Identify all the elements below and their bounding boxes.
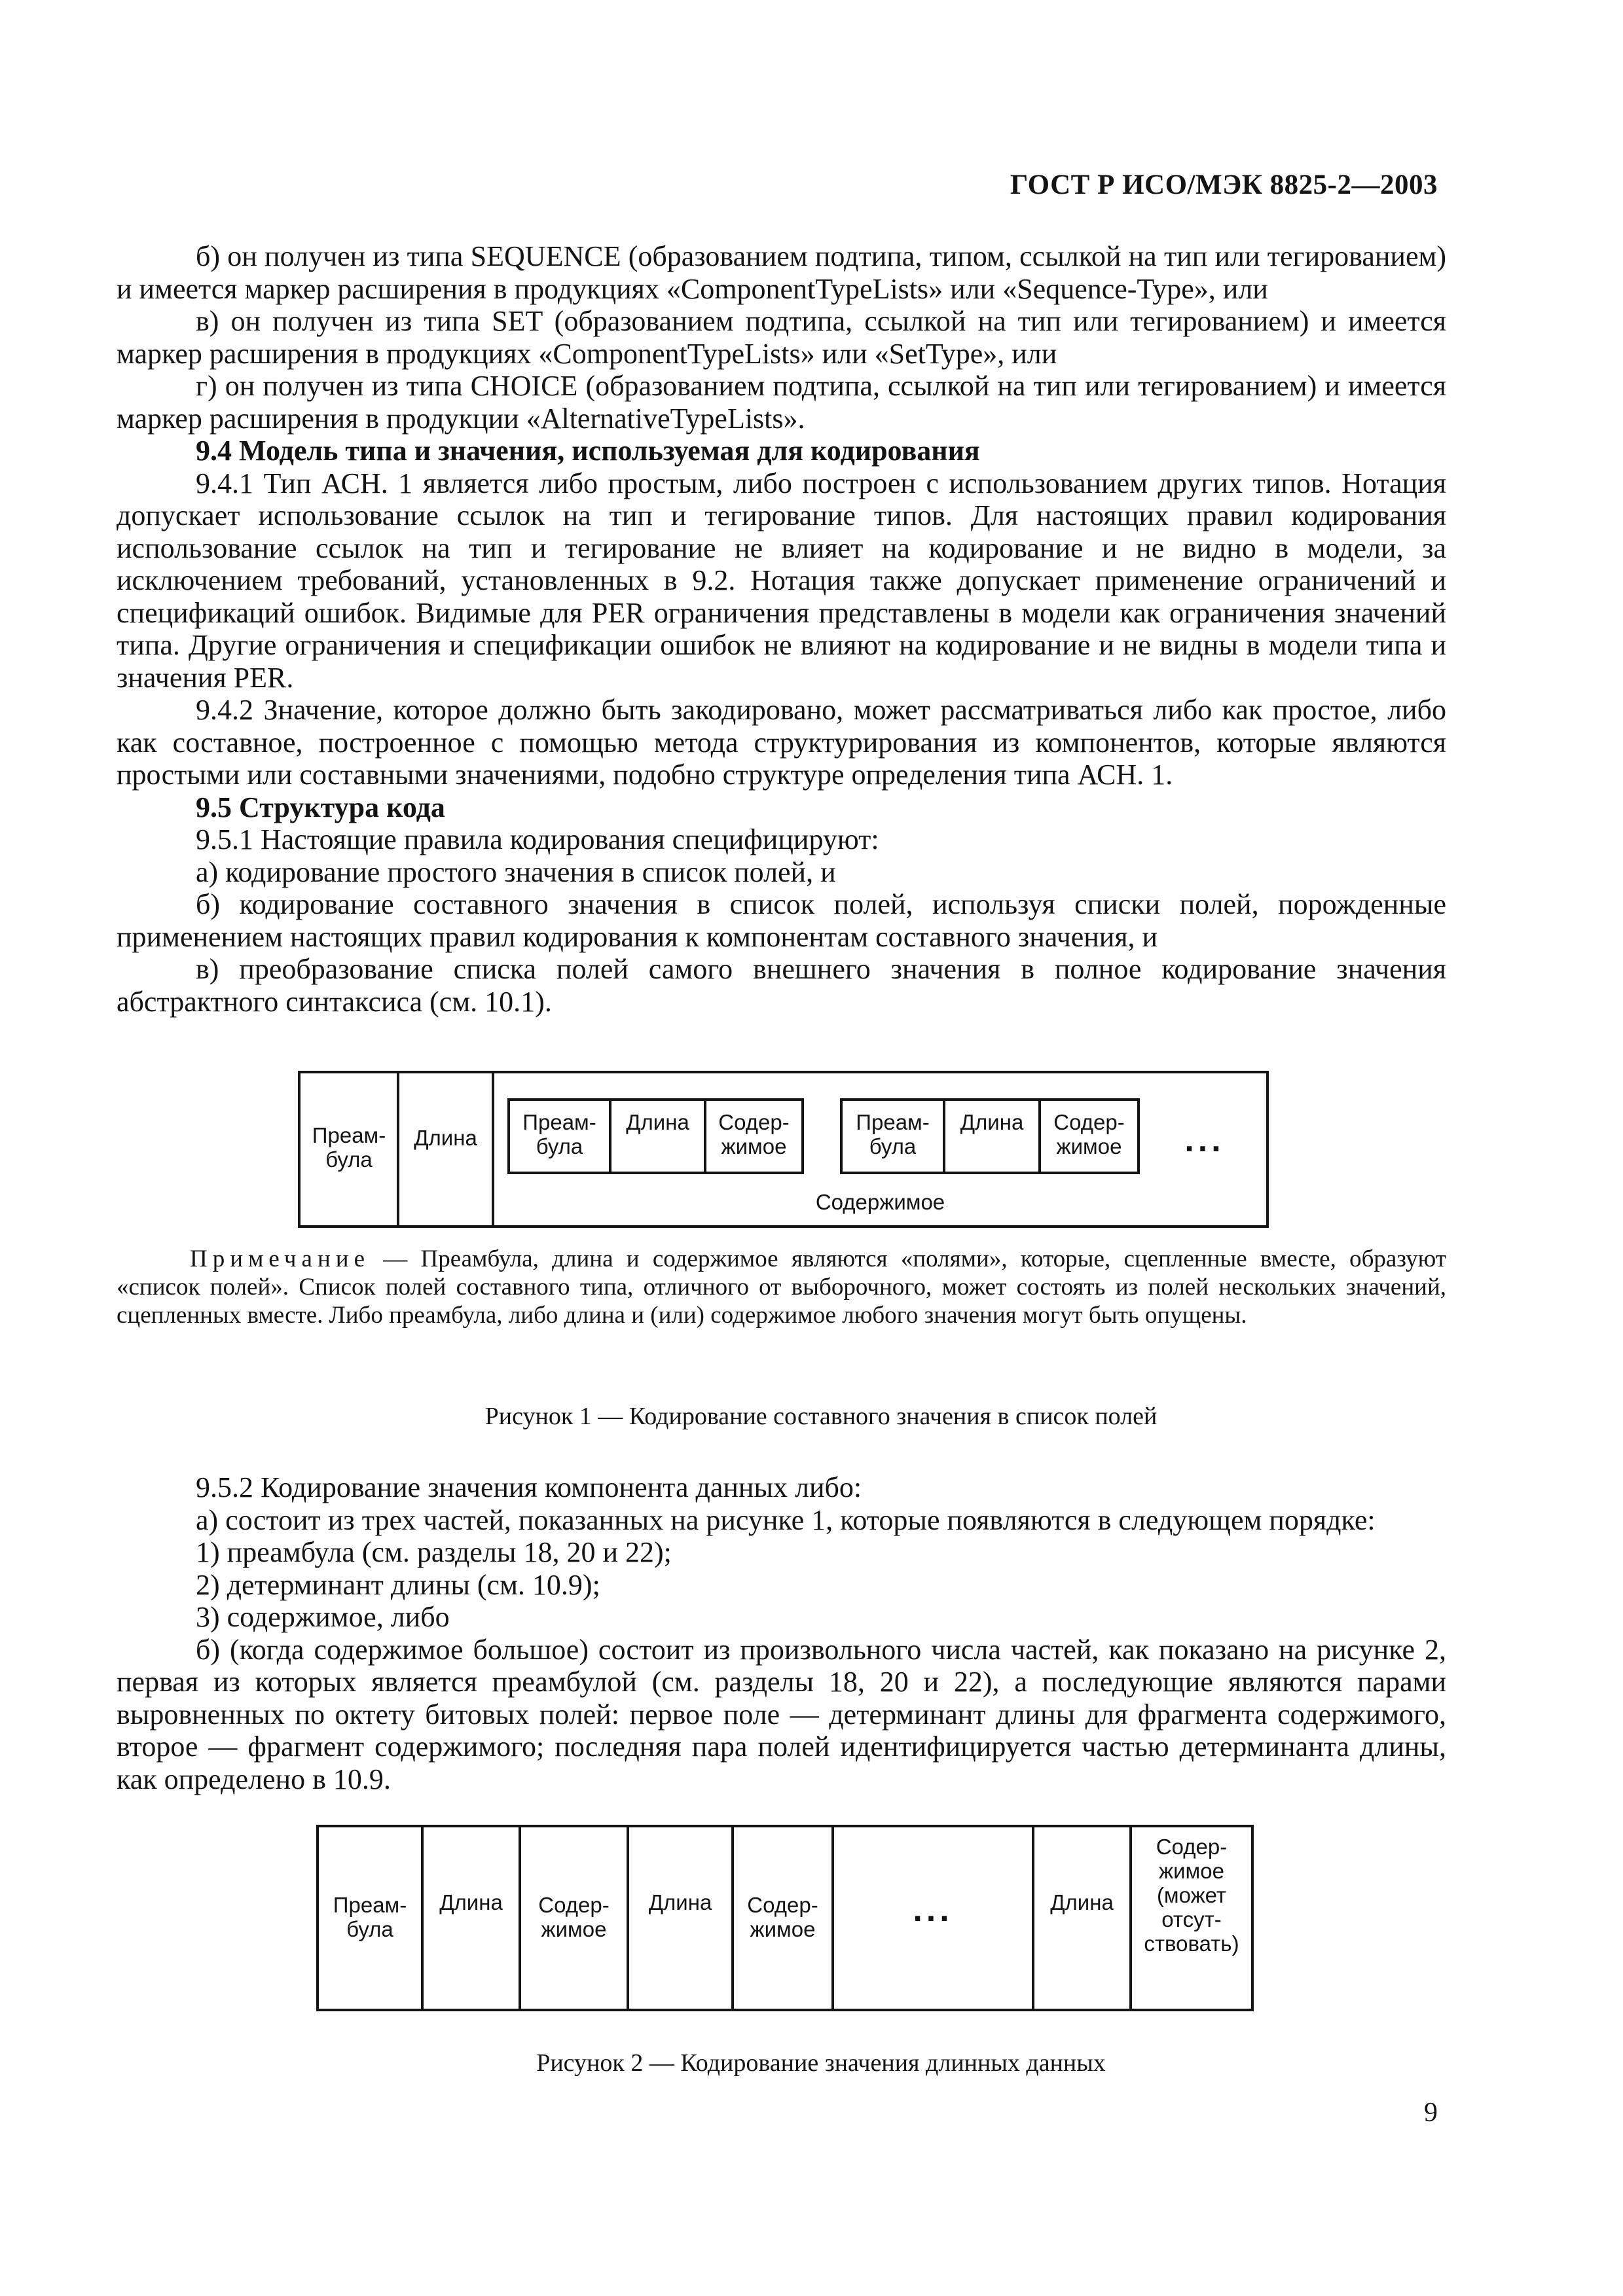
figure2-caption: Рисунок 2 — Кодирование значения длинных данных: [536, 2049, 1106, 2077]
ellipsis: ...: [1184, 1121, 1225, 1159]
paragraph: 9.4.2 Значение, которое должно быть закодировано, может рассматриваться либо как простое, либо как составное, построенное с помощью метода структурирования из компонентов, которые являются простыми или составными значениями, подобно структуре определения типа АСН. 1.: [117, 694, 1446, 791]
body-text-top: [117, 240, 1446, 1018]
ellipsis: ...: [913, 1891, 953, 1929]
document-header: ГОСТ Р ИСО/МЭК 8825-2—2003: [1010, 170, 1438, 200]
inner-preamble-label: Преам- була: [522, 1110, 596, 1158]
preamble-label: Преам- була: [333, 1893, 407, 1941]
page-number: 9: [1424, 2098, 1438, 2128]
paragraph: б) (когда содержимое большое) состоит из произвольного числа частей, как показано на рисунке 2, первая из которых является преамбулой (см. разделы 18, 20 и 22), а последующие являются парами выровненных по октету битовых полей: первое поле — детерминант длины для фрагмента содержимого, второе — фрагмент содержимого; последняя пара полей идентифицируется частью детерминанта длины, как определено в 10.9.: [117, 1633, 1446, 1795]
body-text-bottom: [117, 1471, 1446, 1795]
paragraph: 3) содержимое, либо: [196, 1601, 450, 1633]
paragraph: г) он получен из типа CHOICE (образованием подтипа, ссылкой на тип или тегированием) и имеется маркер расширения в продукции «AlternativeTypeLists».: [117, 370, 1446, 435]
figure1-caption: Рисунок 1 — Кодирование составного значения в список полей: [484, 1403, 1158, 1430]
content-label: Содер- жимое: [538, 1893, 610, 1941]
paragraph: 9.4.1 Тип АСН. 1 является либо простым, либо построен с использованием других типов. Нотация допускает использование ссылок на тип и тегирование типов. Для настоящих правил кодирования использование ссылок на тип и тегирование не влияет на кодирование и не видно в модели, за исключением требований, установленных в 9.2. Нотация также допускает применение ограничений и спецификаций ошибок. Видимые для PER ограничения представлены в модели как ограничения значений типа. Другие ограничения и спецификации ошибок не влияют на кодирование и не видны в модели типа и значения PER.: [117, 467, 1446, 694]
section-heading: 9.5 Структура кода: [196, 791, 445, 823]
note-label: Примечание: [190, 1246, 370, 1272]
inner-length-label: Длина: [626, 1110, 689, 1134]
length-label: Длина: [414, 1126, 477, 1150]
divider: [1032, 1825, 1034, 2011]
last-content-label: Содер- жимое (может отсут- ствовать): [1144, 1835, 1239, 1956]
content-label: Содер- жимое: [747, 1893, 818, 1941]
paragraph: 9.5.2 Кодирование значения компонента данных либо:: [196, 1471, 862, 1503]
divider: [421, 1825, 424, 2011]
figure1-note: [117, 1245, 1446, 1329]
inner-length-label: Длина: [960, 1110, 1024, 1134]
paragraph: а) состоит из трех частей, показанных на рисунке 1, которые появляются в следующем порядке:: [196, 1503, 1376, 1536]
length-label: Длина: [1050, 1890, 1114, 1914]
preamble-label: Преам- була: [312, 1123, 386, 1172]
paragraph: 9.5.1 Настоящие правила кодирования специфицируют:: [196, 823, 879, 855]
paragraph: 2) детерминант длины (см. 10.9);: [196, 1568, 600, 1601]
length-label: Длина: [439, 1890, 503, 1914]
divider: [627, 1825, 629, 2011]
inner-content-label: Содер- жимое: [718, 1110, 790, 1158]
paragraph: 1) преамбула (см. разделы 18, 20 и 22);: [196, 1536, 672, 1568]
inner-content-label: Содер- жимое: [1053, 1110, 1125, 1158]
content-label: Содержимое: [815, 1190, 945, 1214]
paragraph: в) преобразование списка полей самого внешнего значения в полное кодирование значения абстрактного синтаксиса (см. 10.1).: [117, 953, 1446, 1018]
paragraph: б) он получен из типа SEQUENCE (образованием подтипа, типом, ссылкой на тип или тегированием) и имеется маркер расширения в продукциях «ComponentTypeLists» или «Sequence-Type», или: [117, 240, 1446, 305]
paragraph: б) кодирование составного значения в список полей, используя списки полей, порожденные применением настоящих правил кодирования к компонентам составного значения, и: [117, 888, 1446, 953]
paragraph: а) кодирование простого значения в список полей, и: [196, 855, 836, 888]
inner-preamble-label: Преам- була: [856, 1110, 930, 1158]
note-text: — Преамбула, длина и содержимое являются «полями», которые, сцепленные вместе, образуют «список полей». Список полей составного типа, отличного от выборочного, может состоять из полей нескольких значений, сцепленных вместе. Либо преамбула, либо длина и (или) содержимое любого значения могут быть опущены.: [117, 1246, 1446, 1329]
length-label: Длина: [648, 1890, 712, 1914]
paragraph: в) он получен из типа SET (образованием подтипа, ссылкой на тип или тегированием) и имеется маркер расширения в продукциях «ComponentTypeLists» или «SetType», или: [117, 305, 1446, 370]
section-heading: 9.4 Модель типа и значения, используемая для кодирования: [196, 435, 980, 467]
